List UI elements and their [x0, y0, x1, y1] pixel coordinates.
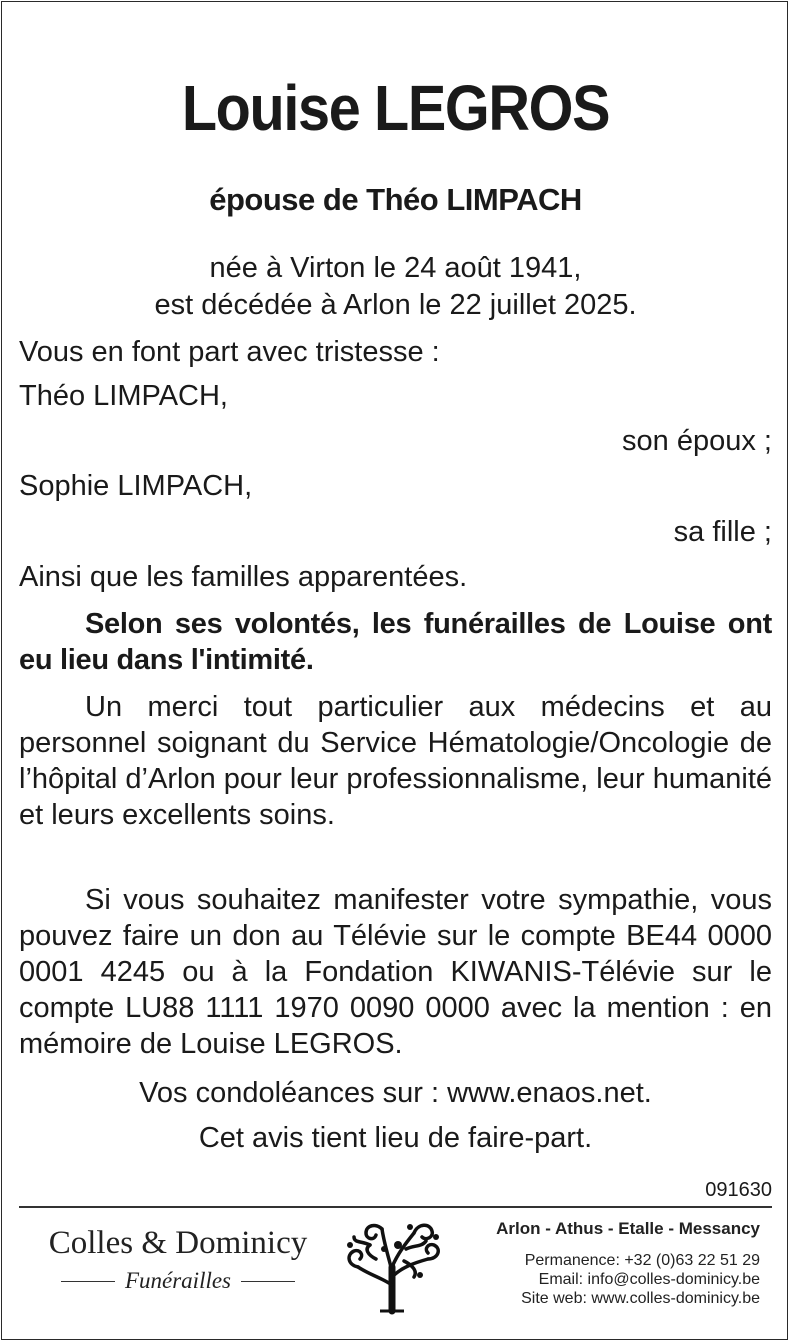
tagline-dash-right [241, 1281, 295, 1282]
email-line: Email: info@colles-dominicy.be [538, 1271, 760, 1288]
notice-line: Cet avis tient lieu de faire-part. [198, 1122, 593, 1154]
brand-name: Colles & Dominicy [48, 1225, 308, 1261]
funeral-home-brand [38, 1222, 318, 1296]
relatives-line: Ainsi que les familles apparentées. [19, 561, 468, 593]
thanks-paragraph: Un merci tout particulier aux médecins et au personnel soignant du Service Hématologie/Oncologie de l’hôpital d’Arlon pour leur professionnalisme, leur humanité et leurs excellents soins. [19, 691, 772, 831]
funeral-paragraph: Selon ses volontés, les funérailles de Louise ont eu lieu dans l'intimité. [19, 608, 772, 676]
tree-icon [340, 1215, 450, 1315]
death-line: est décédée à Arlon le 22 juillet 2025. [154, 289, 637, 321]
website-line: Site web: www.colles-dominicy.be [521, 1290, 760, 1307]
deceased-name: Louise LEGROS [181, 72, 610, 144]
brand-tagline: Funérailles [124, 1268, 232, 1293]
phone-line: Permanence: +32 (0)63 22 51 29 [524, 1252, 760, 1269]
reference-number: 091630 [705, 1179, 772, 1201]
branch-cities: Arlon - Athus - Etalle - Messancy [496, 1219, 760, 1238]
footer-divider [19, 1206, 772, 1208]
family-member-name: Théo LIMPACH, [19, 380, 228, 412]
donation-paragraph: Si vous souhaitez manifester votre sympathie, vous pouvez faire un don au Télévie sur le compte BE44 0000 0001 4245 ou à la Fondation KIWANIS-Télévie sur le compte LU88 1111 1970 0090 0000 avec la mention : en mémoire de Louise LEGROS. [19, 884, 772, 1060]
spouse-line: épouse de Théo LIMPACH [209, 182, 582, 217]
funeral-home-contact [440, 1218, 760, 1308]
family-member-relation: sa fille ; [673, 516, 772, 548]
tagline-row [38, 1266, 318, 1296]
family-member-relation: son époux ; [622, 425, 772, 457]
intro-line: Vous en font part avec tristesse : [19, 336, 440, 368]
family-member-name: Sophie LIMPACH, [19, 470, 253, 502]
condolences-line: Vos condoléances sur : www.enaos.net. [139, 1077, 652, 1109]
birth-line: née à Virton le 24 août 1941, [209, 252, 582, 284]
tagline-dash-left [61, 1281, 115, 1282]
